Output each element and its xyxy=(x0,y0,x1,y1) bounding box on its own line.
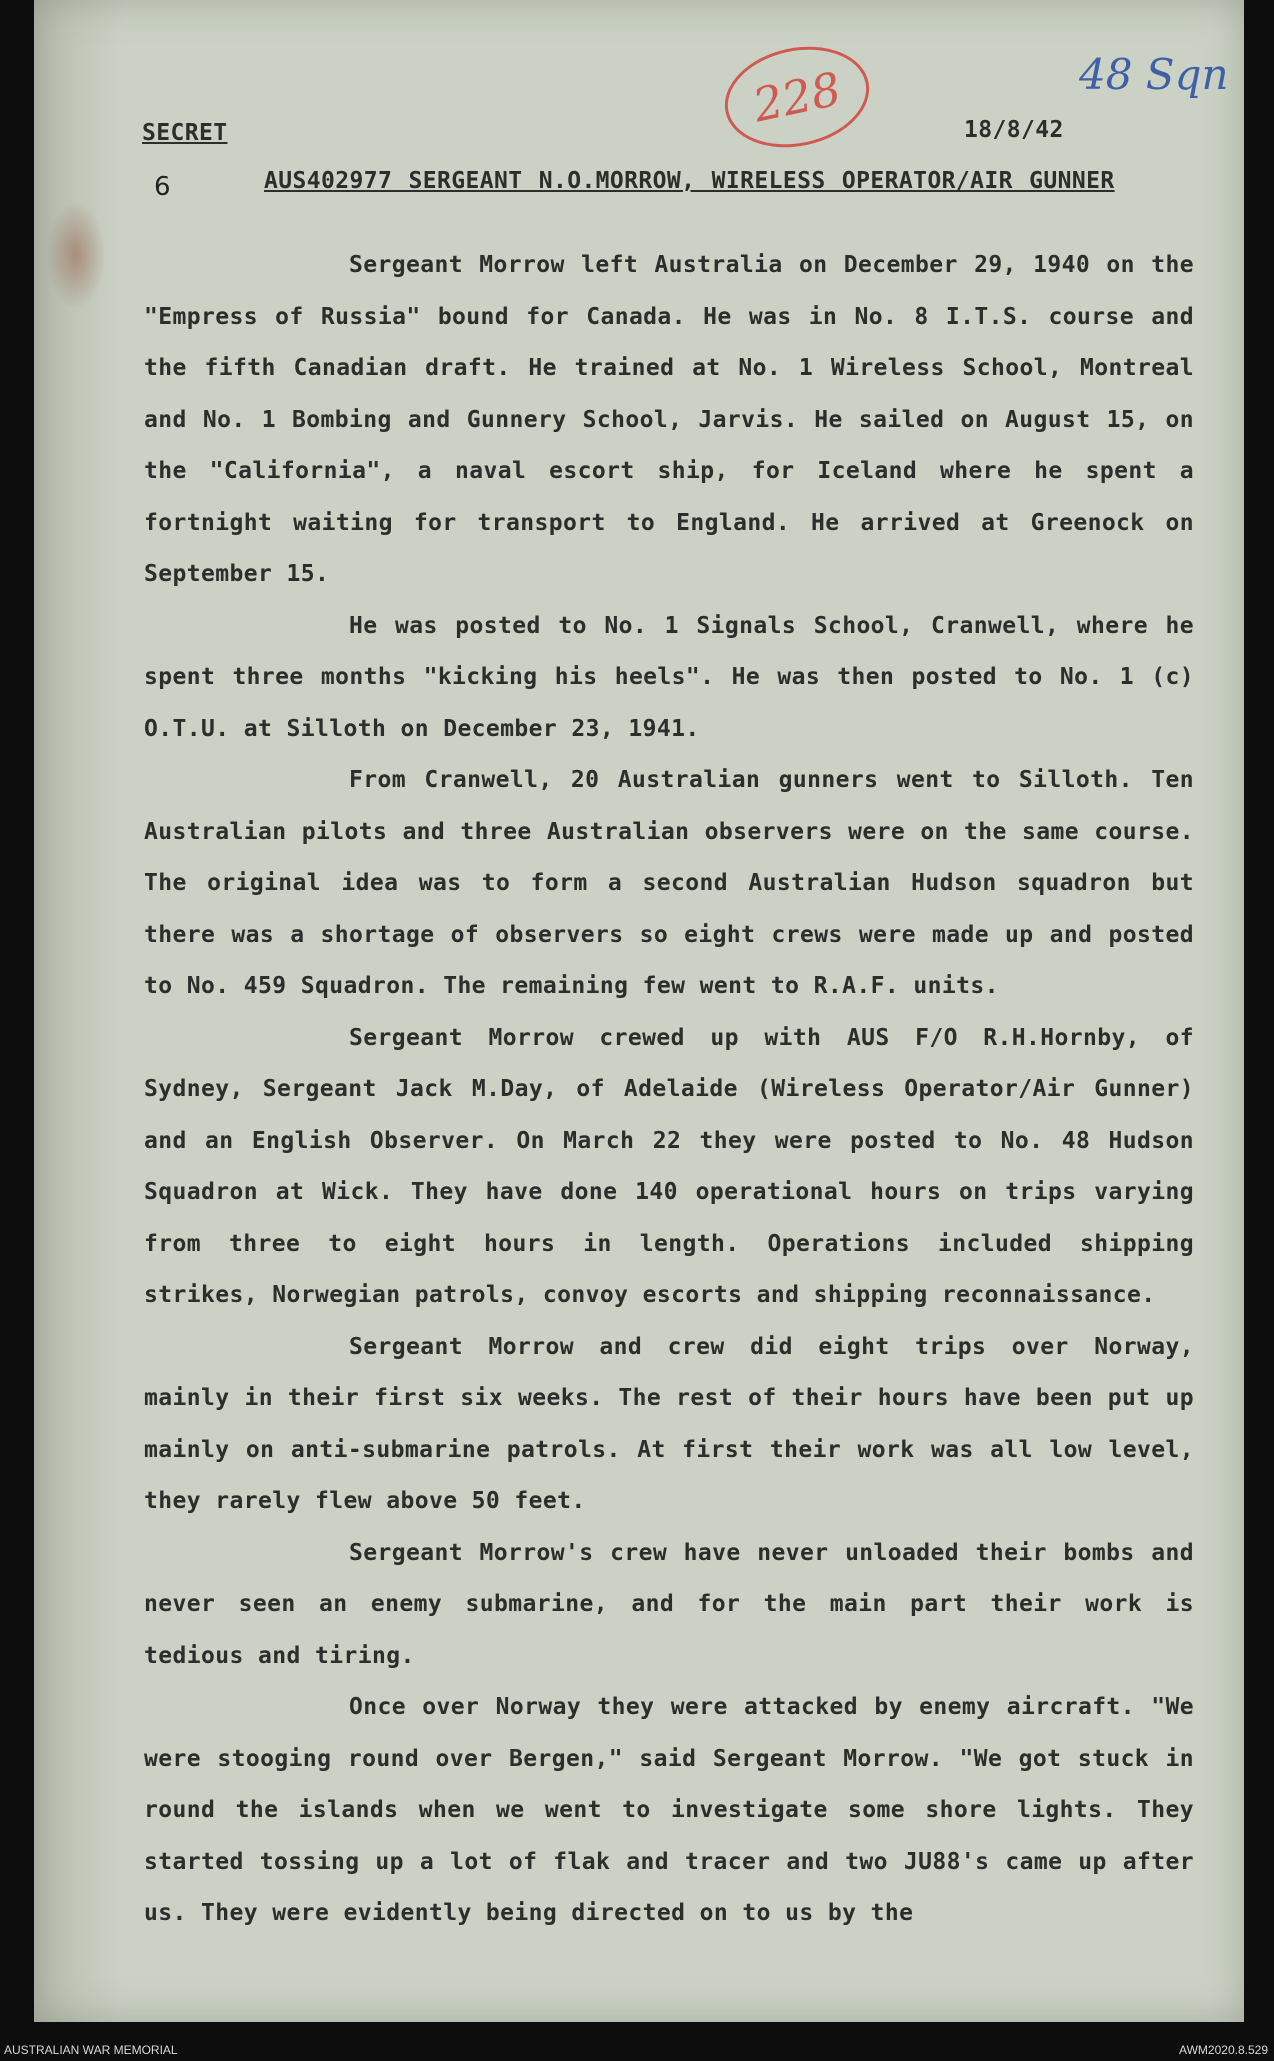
document-page xyxy=(34,0,1244,2022)
document-title: AUS402977 SERGEANT N.O.MORROW, WIRELESS OPERATOR/AIR GUNNER xyxy=(264,168,1115,194)
paragraph: Sergeant Morrow and crew did eight trips over Norway, mainly in their first six weeks. The rest of their hours have been put up mainly on anti-submarine patrols. At first their work was all low level, they rarely flew above 50 feet. xyxy=(144,1333,1194,1514)
paragraph: Sergeant Morrow crewed up with AUS F/O R.H.Hornby, of Sydney, Sergeant Jack M.Day, of Adelaide (Wireless Operator/Air Gunner) and an English Observer. On March 22 they were posted to No. 48 Hudson Squadron at Wick. They have done 140 operational hours on trips varying from three to eight hours in length. Operations included shipping strikes, Norwegian patrols, convoy escorts and shipping reconnaissance. xyxy=(144,1024,1194,1308)
paragraph: Sergeant Morrow's crew have never unloaded their bombs and never seen an enemy submarine, and for the main part their work is tedious and tiring. xyxy=(144,1539,1194,1669)
institution-caption: AUSTRALIAN WAR MEMORIAL xyxy=(4,2043,178,2057)
paragraph: From Cranwell, 20 Australian gunners went to Silloth. Ten Australian pilots and three Australian observers were on the same course. The original idea was to form a second Australian Hudson squadron but there was a shortage of observers so eight crews were made up and posted to No. 459 Squadron. The remaining few went to R.A.F. units. xyxy=(144,767,1194,999)
document-body xyxy=(144,240,1194,1940)
handwritten-tick: 6 xyxy=(154,172,171,202)
paragraph: He was posted to No. 1 Signals School, Cranwell, where he spent three months "kicking his heels". He was then posted to No. 1 (c) O.T.U. at Silloth on December 23, 1941. xyxy=(144,612,1194,742)
catalogue-reference: AWM2020.8.529 xyxy=(1179,2043,1268,2057)
paragraph: Sergeant Morrow left Australia on December 29, 1940 on the "Empress of Russia" bound for Canada. He was in No. 8 I.T.S. course and the fifth Canadian draft. He trained at No. 1 Wireless School, Montreal and No. 1 Bombing and Gunnery School, Jarvis. He sailed on August 15, on the "California", a naval escort ship, for Iceland where he spent a fortnight waiting for transport to England. He arrived at Greenock on September 15. xyxy=(144,252,1194,587)
handwritten-squadron-note: 48 Sqn xyxy=(1079,50,1229,99)
paragraph: Once over Norway they were attacked by enemy aircraft. "We were stooging round over Bergen," said Sergeant Morrow. "We got stuck in round the islands when we went to investigate some shore lights. They started tossing up a lot of flak and tracer and two JU88's came up after us. They were evidently being directed on to us by the xyxy=(144,1694,1194,1926)
reference-number-text: 228 xyxy=(748,61,846,133)
rust-stain xyxy=(46,200,106,310)
classification-label: SECRET xyxy=(142,120,228,146)
circled-reference-number xyxy=(715,34,878,160)
document-date: 18/8/42 xyxy=(964,117,1064,143)
